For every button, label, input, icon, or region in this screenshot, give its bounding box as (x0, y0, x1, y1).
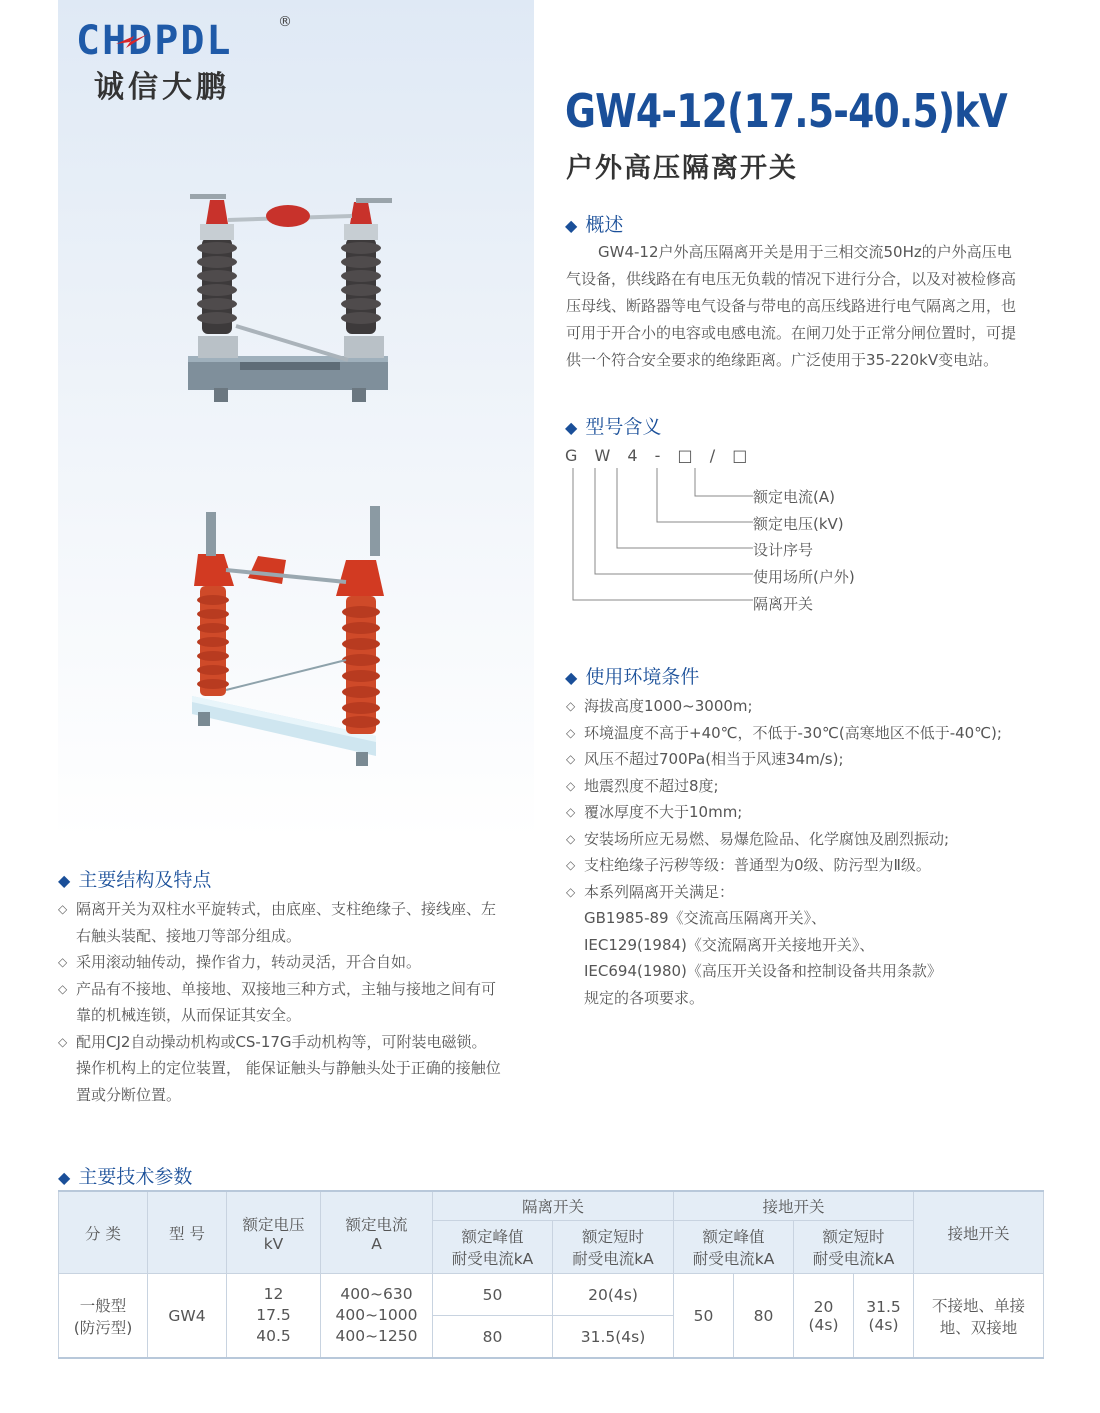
overview-line: GW4-12户外高压隔离开关是用于三相交流50Hz的户外高压电 (598, 243, 1012, 261)
cell-iso-peak: 80 (433, 1316, 553, 1359)
overview-line: 压母线、断路器等电气设备与带电的高压线路进行电气隔离之用，也 (566, 297, 1017, 315)
header-category: 分 类 (59, 1191, 148, 1274)
cell-gnd-short: 20 (4s) (794, 1274, 854, 1359)
overview-line: 供一个符合安全要求的绝缘距离。广泛使用于35-220kV变电站。 (566, 351, 999, 369)
brand-logo (76, 14, 296, 105)
cell-gnd-short: 31.5 (4s) (854, 1274, 914, 1359)
list-item: ◇ 安装场所应无易燃、易爆危险品、化学腐蚀及剧烈振动; (566, 826, 1046, 853)
cell-iso-short: 31.5(4s) (553, 1316, 674, 1359)
lightning-bolt-icon (112, 22, 152, 58)
model-label-isolator: 隔离开关 (753, 595, 814, 613)
model-label-design-no: 设计序号 (753, 541, 814, 559)
list-item: ◇ 环境温度不高于+40℃，不低于-30℃(高寒地区不低于-40℃); (566, 720, 1046, 747)
cell-model: GW4 (148, 1274, 227, 1359)
list-item: ◇ 风压不超过700Pa(相当于风速34m/s); (566, 746, 1046, 773)
list-item: ◇ 本系列隔离开关满足： GB1985-89《交流高压隔离开关》、 IEC129(1984)《交流隔离开关接地开关》、 IEC694(1980)《高压开关设备和控制设备共用条款》 规定的各项要求。 (566, 879, 1046, 1012)
diamond-bullet-icon: ◆ (58, 871, 71, 890)
hollow-diamond-icon: ◇ (58, 1034, 68, 1049)
isolator-photo-grey (180, 186, 402, 426)
header-gnd-peak: 额定峰值 耐受电流kA (674, 1221, 794, 1274)
header-ground-switch: 接地开关 (914, 1191, 1044, 1274)
overview-line: 可用于开合小的电容或电感电流。在闸刀处于正常分闸位置时，可提 (566, 324, 1017, 342)
overview-line: 气设备，供线路在有电压无负载的情况下进行分合，以及对被检修高 (566, 270, 1017, 288)
header-gnd-short: 额定短时 耐受电流kA (794, 1221, 914, 1274)
hollow-diamond-icon: ◇ (58, 902, 68, 916)
standard-line: 规定的各项要求。 (584, 988, 705, 1007)
standard-line: GB1985-89《交流高压隔离开关》、 (584, 909, 827, 927)
header-voltage: 额定电压 kV (227, 1191, 321, 1274)
hollow-diamond-icon: ◇ (566, 805, 576, 819)
environment-list (566, 693, 1046, 1011)
list-item: ◇ 配用CJ2自动操动机构或CS-17G手动机构等，可附装电磁锁。 操作机构上的定位装置， 能保证触头与静触头处于正确的接触位 置或分断位置。 (58, 1029, 538, 1109)
hollow-diamond-icon: ◇ (566, 752, 576, 766)
logo-chinese-text: 诚信大鹏 (94, 70, 230, 105)
model-code-diagram (565, 468, 885, 618)
cell-gnd-peak: 80 (734, 1274, 794, 1359)
model-label-current: 额定电流(A) (753, 488, 835, 506)
diamond-bullet-icon: ◆ (565, 216, 578, 235)
hollow-diamond-icon: ◇ (566, 778, 576, 793)
list-item: ◇ 产品有不接地、单接地、双接地三种方式，主轴与接地之间有可 靠的机械连锁，从而保证其安全。 (58, 976, 538, 1029)
isolator-photo-red (186, 500, 400, 782)
list-item: ◇ 采用滚动轴传动，操作省力，转动灵活，开合自如。 (58, 949, 538, 976)
registered-mark: ® (278, 14, 292, 30)
product-subtitle: 户外高压隔离开关 (566, 153, 798, 184)
hollow-diamond-icon: ◇ (566, 699, 576, 713)
list-item: ◇ 地震烈度不超过8度; (566, 773, 1046, 800)
cell-category: 一般型 (防污型) (59, 1274, 148, 1359)
hollow-diamond-icon: ◇ (566, 858, 576, 872)
diamond-bullet-icon: ◆ (565, 418, 578, 437)
standard-line: IEC694(1980)《高压开关设备和控制设备共用条款》 (584, 962, 942, 980)
model-label-location: 使用场所(户外) (753, 568, 855, 586)
features-heading: ◆ 主要结构及特点 (58, 869, 212, 891)
hollow-diamond-icon: ◇ (566, 831, 576, 846)
model-code: G W 4 - □ / □ (565, 446, 754, 465)
environment-heading: ◆ 使用环境条件 (565, 666, 700, 688)
product-title: GW4-12(17.5-40.5)kV (565, 84, 1007, 138)
diamond-bullet-icon: ◆ (58, 1168, 71, 1187)
model-label-voltage: 额定电压(kV) (753, 515, 844, 533)
cell-voltages: 12 17.5 40.5 (227, 1274, 321, 1359)
header-isolator-group: 隔离开关 (433, 1191, 674, 1221)
cell-gnd-peak: 50 (674, 1274, 734, 1359)
hollow-diamond-icon: ◇ (566, 884, 576, 899)
table-row (59, 1274, 1044, 1316)
hollow-diamond-icon: ◇ (58, 981, 68, 996)
cell-currents: 400~630 400~1000 400~1250 (321, 1274, 433, 1359)
hollow-diamond-icon: ◇ (566, 725, 576, 740)
params-heading: ◆ 主要技术参数 (58, 1166, 193, 1188)
logo-latin-text: CHDPDL (76, 18, 233, 64)
standard-line: IEC129(1984)《交流隔离开关接地开关》、 (584, 935, 875, 954)
list-item: ◇ 海拔高度1000~3000m; (566, 693, 1046, 720)
header-ground-group: 接地开关 (674, 1191, 914, 1221)
cell-ground-type: 不接地、单接 地、双接地 (914, 1274, 1044, 1359)
header-current: 额定电流 A (321, 1191, 433, 1274)
list-item: ◇ 隔离开关为双柱水平旋转式，由底座、支柱绝缘子、接线座、左 右触头装配、接地刀等部分组成。 (58, 896, 538, 949)
header-model: 型 号 (148, 1191, 227, 1274)
features-list (58, 896, 538, 1108)
overview-heading: ◆ 概述 (565, 214, 624, 236)
params-table (58, 1190, 1044, 1359)
hollow-diamond-icon: ◇ (58, 955, 68, 969)
header-iso-peak: 额定峰值 耐受电流kA (433, 1221, 553, 1274)
list-item: ◇ 支柱绝缘子污秽等级：普通型为0级、防污型为Ⅱ级。 (566, 852, 1046, 879)
model-meaning-heading: ◆ 型号含义 (565, 416, 662, 438)
overview-text (566, 239, 1046, 374)
cell-iso-peak: 50 (433, 1274, 553, 1316)
header-iso-short: 额定短时 耐受电流kA (553, 1221, 674, 1274)
cell-iso-short: 20(4s) (553, 1274, 674, 1316)
diamond-bullet-icon: ◆ (565, 668, 578, 687)
list-item: ◇ 覆冰厚度不大于10mm; (566, 799, 1046, 826)
